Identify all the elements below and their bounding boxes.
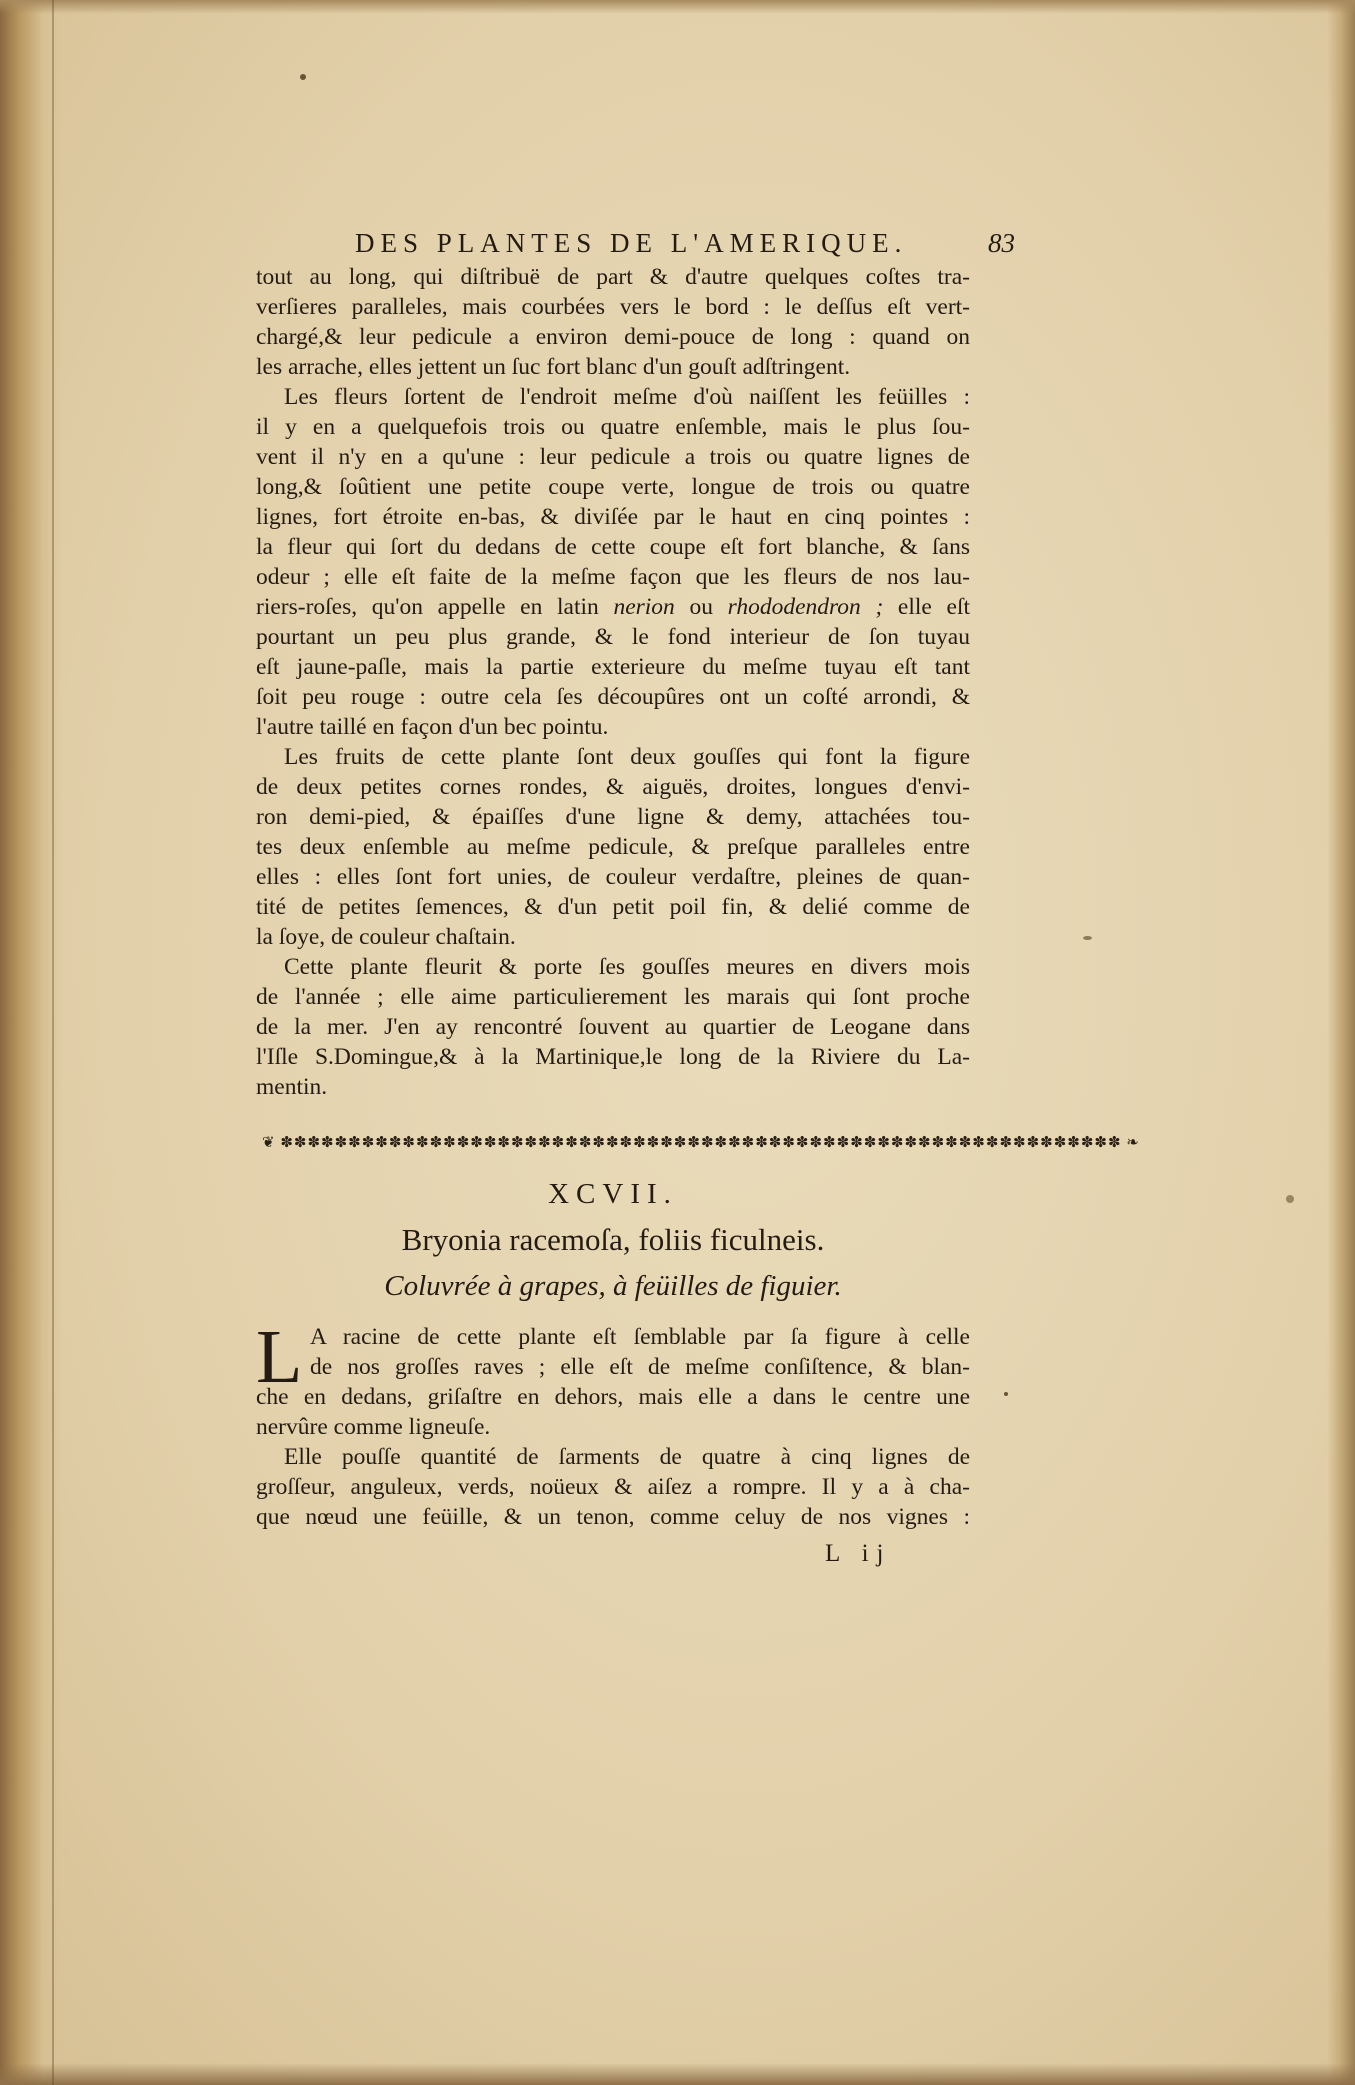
text-line: de l'année ; elle aime particulierement les marais qui ſont proche xyxy=(256,984,970,1010)
text-line: de la mer. J'en ay rencontré ſouvent au quartier de Leogane dans xyxy=(256,1014,970,1040)
text-line: pourtant un peu plus grande, & le fond interieur de ſon tuyau xyxy=(256,624,970,650)
french-plant-name: Coluvrée à grapes, à feüilles de figuier. xyxy=(384,1270,842,1302)
text-line-with-italics xyxy=(256,592,970,622)
text-line: A racine de cette plante eſt ſemblable par ſa figure à celle xyxy=(310,1324,970,1350)
signature-mark: L ij xyxy=(825,1540,892,1567)
latin-term: nerion xyxy=(613,594,675,620)
text-line: ron demi-pied, & épaiſſes d'une ligne & demy, attachées tou- xyxy=(256,804,970,830)
text-line: verſieres paralleles, mais courbées vers le bord : le deſſus eſt vert- xyxy=(256,294,970,320)
paper-speck xyxy=(300,74,306,80)
text-line: eſt jaune-paſle, mais la partie exterieure du meſme tuyau eſt tant xyxy=(256,654,970,680)
text-segment: elle eſt xyxy=(883,594,970,620)
text-line: nervûre comme ligneuſe. xyxy=(256,1414,491,1440)
text-line: Elle pouſſe quantité de ſarments de quatre à cinq lignes de xyxy=(284,1444,970,1470)
text-line: lignes, fort étroite en-bas, & diviſée par le haut en cinq pointes : xyxy=(256,504,970,530)
page-number: 83 xyxy=(988,228,1015,258)
binding-gutter xyxy=(52,0,54,2085)
text-line: Cette plante fleurit & porte ſes gouſſes meures en divers mois xyxy=(284,954,970,980)
text-segment: ou xyxy=(674,594,728,620)
text-line: la ſoye, de couleur chaſtain. xyxy=(256,924,516,950)
body-text-top xyxy=(256,262,970,1102)
text-line: l'Iſle S.Domingue,& à la Martinique,le long de la Riviere du La- xyxy=(256,1044,970,1070)
page-top-edge xyxy=(0,0,1355,14)
body-text-bottom xyxy=(256,1315,970,1532)
latin-term: rhododendron ; xyxy=(727,594,884,620)
text-line: elles : elles ſont fort unies, de couleur verdaſtre, pleines de quan- xyxy=(256,864,970,890)
text-line: vent il n'y en a qu'une : leur pedicule a trois ou quatre lignes de xyxy=(256,444,970,470)
drop-cap: L xyxy=(256,1315,303,1399)
text-line: groſſeur, anguleux, verds, noüeux & aiſez a rompre. Il y a à cha- xyxy=(256,1474,970,1500)
text-line: mentin. xyxy=(256,1074,328,1100)
section-number: XCVII. xyxy=(548,1178,678,1210)
text-line: che en dedans, griſaſtre en dehors, mais elle a dans le centre une xyxy=(256,1384,970,1410)
running-head-title: DES PLANTES DE L'AMERIQUE. xyxy=(355,228,908,258)
text-line: Les fruits de cette plante ſont deux gouſſes qui font la figure xyxy=(284,744,970,770)
running-head xyxy=(355,228,1015,264)
text-line: l'autre taillé en façon d'un bec pointu. xyxy=(256,714,609,740)
paper-speck xyxy=(1083,936,1092,940)
text-line: chargé,& leur pedicule a environ demi-pouce de long : quand on xyxy=(256,324,970,350)
text-segment: riers-roſes, qu'on appelle en latin xyxy=(256,594,614,620)
text-line: de nos groſſes raves ; elle eſt de meſme conſiſtence, & blan- xyxy=(310,1354,970,1380)
text-line: long,& ſoûtient une petite coupe verte, longue de trois ou quatre xyxy=(256,474,970,500)
text-line: de deux petites cornes rondes, & aiguës, droites, longues d'envi- xyxy=(256,774,970,800)
text-line: il y en a quelquefois trois ou quatre enſemble, mais le plus ſou- xyxy=(256,414,970,440)
text-line: tes deux enſemble au meſme pedicule, & preſque paralleles entre xyxy=(256,834,970,860)
latin-plant-name: Bryonia racemoſa, foliis ficulneis. xyxy=(401,1222,825,1257)
text-line: tout au long, qui diſtribuë de part & d'autre quelques coſtes tra- xyxy=(256,264,970,290)
page-bottom-edge xyxy=(0,2063,1355,2085)
text-line: Les fleurs ſortent de l'endroit meſme d'où naiſſent les feüilles : xyxy=(284,384,970,410)
text-line: tité de petites ſemences, & d'un petit poil fin, & delié comme de xyxy=(256,894,970,920)
text-line: la fleur qui ſort du dedans de cette coupe eſt fort blanche, & ſans xyxy=(256,534,970,560)
paper-speck xyxy=(1004,1392,1008,1396)
paper-speck xyxy=(1286,1195,1294,1203)
ornamental-divider: ❦ ✽✽✽✽✽✽✽✽✽✽✽✽✽✽✽✽✽✽✽✽✽✽✽✽✽✽✽✽✽✽✽✽✽✽✽✽✽✽✽✽✽✽✽✽✽✽✽✽✽✽✽✽✽✽✽✽✽✽✽✽✽✽ ❧ xyxy=(262,1135,1140,1151)
text-line: odeur ; elle eſt faite de la meſme façon que les fleurs de nos lau- xyxy=(256,564,970,590)
text-line: les arrache, elles jettent un ſuc fort blanc d'un gouſt adſtringent. xyxy=(256,354,851,380)
page-right-edge xyxy=(1327,0,1355,2085)
text-line: ſoit peu rouge : outre cela ſes découpûres ont un coſté arrondi, & xyxy=(256,684,970,710)
text-line: que nœud une feüille, & un tenon, comme celuy de nos vignes : xyxy=(256,1504,970,1530)
